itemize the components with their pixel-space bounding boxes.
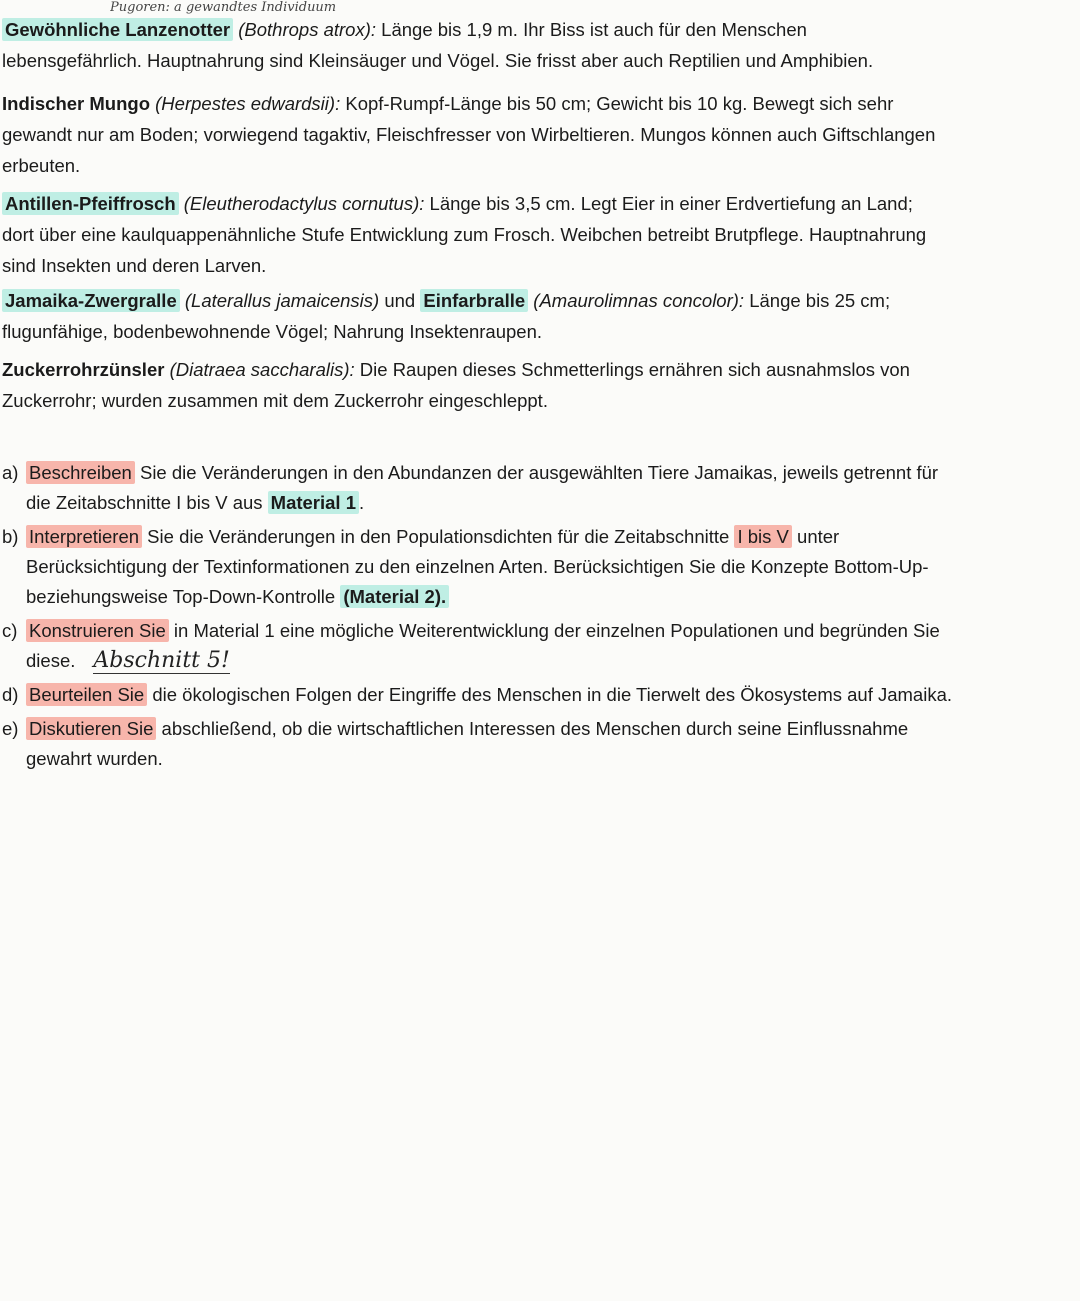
species-name: Antillen-Pfeiffrosch [2, 192, 179, 215]
task-letter: b) [2, 526, 19, 547]
task-text: Sie die Veränderungen in den Populationsdichten für die Zeitabschnitte [142, 526, 735, 547]
handwritten-note: Abschnitt 5! [93, 648, 230, 673]
task-b [2, 522, 957, 612]
task-text: abschließend, ob die wirtschaftlichen Interessen des Menschen durch seine Einflussnahme gewahrt wurden. [26, 718, 909, 769]
task-verb: Beschreiben [26, 461, 135, 484]
handwritten-scribble: Pugoren: a gewandtes Individuum [110, 0, 337, 14]
species-text: Länge bis 25 cm; flugunfähige, bodenbewohnende Vögel; Nahrung Insektenraupen. [2, 290, 891, 342]
task-c [2, 616, 957, 676]
task-material: Material 1 [268, 491, 359, 514]
task-material: (Material 2). [340, 585, 449, 608]
species-name: Indischer Mungo [2, 93, 150, 114]
task-letter: d) [2, 684, 19, 705]
task-end: . [359, 492, 365, 513]
task-letter: a) [2, 462, 19, 483]
task-verb: Diskutieren Sie [26, 717, 156, 740]
species-pfeiffrosch [2, 188, 942, 281]
species-lanzenotter [2, 14, 942, 76]
task-text: die ökologischen Folgen der Eingriffe des Menschen in die Tierwelt des Ökosystems auf Jamaika. [147, 684, 953, 705]
species-latin: (Eleutherodactylus cornutus): [183, 193, 425, 214]
task-range: I bis V [734, 525, 791, 548]
species-name: Jamaika-Zwergralle [2, 289, 180, 312]
species-latin: (Herpestes edwardsii): [155, 93, 341, 114]
species-latin-2: (Amaurolimnas concolor): [533, 290, 745, 311]
species-text: Länge bis 3,5 cm. Legt Eier in einer Erdvertiefung an Land; dort über eine kaulquappenähnliche Stufe Entwicklung zum Frosch. Weibchen betreibt Brutpflege. Hauptnahrung sind Insekten und deren Larven. [2, 193, 927, 276]
species-zuckerrohrzuensler [2, 354, 942, 416]
task-a [2, 458, 957, 518]
task-letter: e) [2, 718, 19, 739]
task-e [2, 714, 957, 774]
task-text: Sie die Veränderungen in den Abundanzen der ausgewählten Tiere Jamaikas, jeweils getrennt für die Zeitabschnitte I bis V aus [26, 462, 939, 513]
species-text: Die Raupen dieses Schmetterlings ernähren sich ausnahmslos von Zuckerrohr; wurden zusammen mit dem Zuckerrohr eingeschleppt. [2, 359, 910, 411]
species-name: Gewöhnliche Lanzenotter [2, 18, 233, 41]
task-letter: c) [2, 620, 18, 641]
task-verb: Konstruieren Sie [26, 619, 169, 642]
task-verb: Interpretieren [26, 525, 142, 548]
species-connector: und [379, 290, 421, 311]
species-mungo [2, 88, 942, 181]
task-text-2: unter Berücksichtigung der Textinformationen zu den einzelnen Arten. Berücksichtigen Sie die Konzepte Bottom-Up- beziehungsweise Top-Down-Kontrolle [26, 526, 929, 607]
task-text: in Material 1 eine mögliche Weiterentwicklung der einzelnen Populationen und begründen Sie diese. [26, 620, 940, 671]
species-name: Zuckerrohrzünsler [2, 359, 165, 380]
task-d [2, 680, 957, 710]
species-rallen [2, 285, 942, 347]
species-text: Länge bis 1,9 m. Ihr Biss ist auch für den Menschen lebensgefährlich. Hauptnahrung sind Kleinsäuger und Vögel. Sie frisst aber auch Reptilien und Amphibien. [2, 19, 874, 71]
species-latin: (Diatraea saccharalis): [169, 359, 355, 380]
task-list [2, 458, 957, 778]
species-text: Kopf-Rumpf-Länge bis 50 cm; Gewicht bis 10 kg. Bewegt sich sehr gewandt nur am Boden; vorwiegend tagaktiv, Fleischfresser von Wirbeltieren. Mungos können auch Giftschlangen erbeuten. [2, 93, 936, 176]
species-latin: (Bothrops atrox): [238, 19, 377, 40]
species-latin: (Laterallus jamaicensis) [184, 290, 380, 311]
species-name-2: Einfarbralle [420, 289, 528, 312]
task-verb: Beurteilen Sie [26, 683, 147, 706]
